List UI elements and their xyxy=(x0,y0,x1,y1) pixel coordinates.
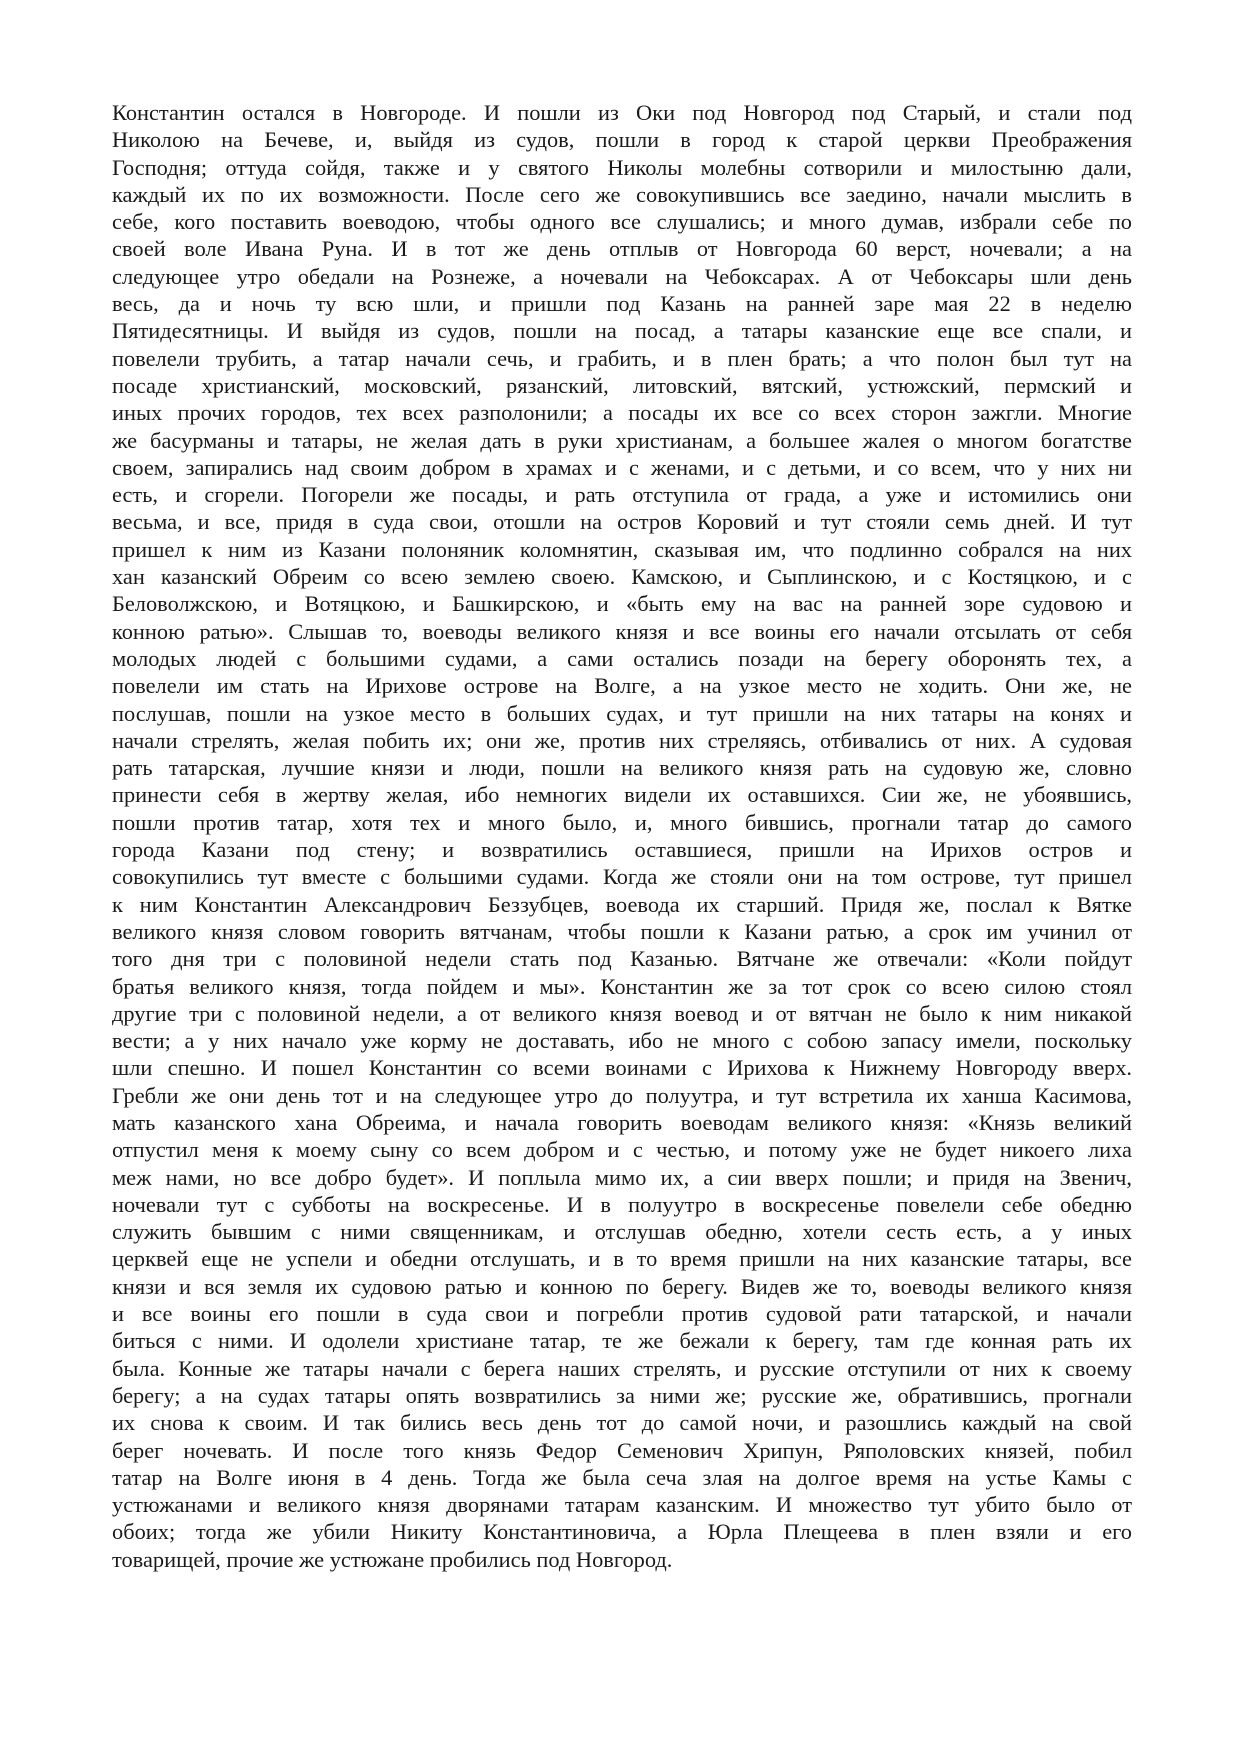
text-line: служить бывшим с ними священникам, и отслушав обедню, хотели сесть есть, а у иных xyxy=(112,1219,1132,1245)
text-line: меж нами, но все добро будет». И поплыла мимо их, а сии вверх пошли; и придя на Звенич, xyxy=(112,1164,1132,1190)
text-line: иных прочих городов, тех всех разполонили; а посады их все со всех сторон зажгли. Многие xyxy=(112,400,1132,426)
text-line: ночевали тут с субботы на воскресенье. И в полуутро в воскресенье повелели себе обедню xyxy=(112,1191,1132,1217)
text-line: мать казанского хана Обреима, и начала говорить воеводам великого князя: «Князь великий xyxy=(112,1109,1132,1135)
text-line: молодых людей с большими судами, а сами остались позади на берегу оборонять тех, а xyxy=(112,645,1132,671)
text-line: посаде христианский, московский, рязанский, литовский, вятский, устюжский, пермский и xyxy=(112,372,1132,398)
text-line: Господня; оттуда сойдя, также и у святого Николы молебны сотворили и милостыню дали, xyxy=(112,154,1132,180)
text-line: же басурманы и татары, не желая дать в руки христианам, а большее жалея о многом богатстве xyxy=(112,427,1132,453)
text-line: устюжанами и великого князя дворянами татарам казанским. И множество тут убито было от xyxy=(112,1492,1132,1518)
text-line: к ним Константин Александрович Беззубцев, воевода их старший. Придя же, послал к Вятке xyxy=(112,891,1132,917)
text-line: Беловолжскою, и Вотяцкою, и Башкирскою, и «быть ему на вас на ранней зоре судовою и xyxy=(112,591,1132,617)
text-line: хан казанский Обреим со всею землею своею. Камскою, и Сыплинскою, и с Костяцкою, и с xyxy=(112,564,1132,590)
text-line: шли спешно. И пошел Константин со всеми воинами с Ирихова к Нижнему Новгороду вверх. xyxy=(112,1055,1132,1081)
text-line: была. Конные же татары начали с берега наших стрелять, и русские отступили от них к своему xyxy=(112,1355,1132,1381)
text-line: Гребли же они день тот и на следующее утро до полуутра, и тут встретила их ханша Касимова, xyxy=(112,1082,1132,1108)
text-line: каждый их по их возможности. После сего же совокупившись все заедино, начали мыслить в xyxy=(112,181,1132,207)
text-line: вести; а у них начало уже корму не доставать, ибо не много с собою запасу имели, поскольку xyxy=(112,1028,1132,1054)
text-line: следующее утро обедали на Рознеже, а ночевали на Чебоксарах. А от Чебоксары шли день xyxy=(112,263,1132,289)
text-line: обоих; тогда же убили Никиту Константиновича, а Юрла Плещеева в плен взяли и его xyxy=(112,1519,1132,1545)
text-line: послушав, пошли на узкое место в больших судах, и тут пришли на них татары на конях и xyxy=(112,700,1132,726)
text-line: берегу; а на судах татары опять возвратились за ними же; русские же, обратившись, прогнали xyxy=(112,1382,1132,1408)
text-line: есть, и сгорели. Погорели же посады, и рать отступила от града, а уже и истомились они xyxy=(112,482,1132,508)
text-line: и все воины его пошли в суда свои и погребли против судовой рати татарской, и начали xyxy=(112,1301,1132,1327)
text-line: весьма, и все, придя в суда свои, отошли на остров Коровий и тут стояли семь дней. И тут xyxy=(112,509,1132,535)
text-line: конною ратью». Слышав то, воеводы великого князя и все воины его начали отсылать от себя xyxy=(112,618,1132,644)
document-page xyxy=(112,99,1132,1573)
text-line: Николою на Бечеве, и, выйдя из судов, пошли в город к старой церкви Преображения xyxy=(112,127,1132,153)
text-line: товарищей, прочие же устюжане пробились под Новгород. xyxy=(112,1546,673,1572)
text-line: повелели трубить, а татар начали сечь, и грабить, и в плен брать; а что полон был тут на xyxy=(112,345,1132,371)
text-line: великого князя словом говорить вятчанам, чтобы пошли к Казани ратью, а срок им учинил от xyxy=(112,918,1132,944)
text-line: церквей еще не успели и обедни отслушать, и в то время пришли на них казанские татары, все xyxy=(112,1246,1132,1272)
text-line: принести себя в жертву желая, ибо немногих видели их оставшихся. Сии же, не убоявшись, xyxy=(112,782,1132,808)
text-line: их снова к своим. И так бились весь день тот до самой ночи, и разошлись каждый на свой xyxy=(112,1410,1132,1436)
text-line: биться с ними. И одолели христиане татар, те же бежали к берегу, там где конная рать их xyxy=(112,1328,1132,1354)
text-line: князи и вся земля их судовою ратью и конною по берегу. Видев же то, воеводы великого князя xyxy=(112,1273,1132,1299)
text-line: своей воле Ивана Руна. И в тот же день отплыв от Новгорода 60 верст, ночевали; а на xyxy=(112,236,1132,262)
text-line: другие три с половиной недели, а от великого князя воевод и от вятчан не было к ним никакой xyxy=(112,1000,1132,1026)
text-line: рать татарская, лучшие князи и люди, пошли на великого князя рать на судовую же, словно xyxy=(112,755,1132,781)
text-line: пошли против татар, хотя тех и много было, и, много бившись, прогнали татар до самого xyxy=(112,809,1132,835)
text-line: Пятидесятницы. И выйдя из судов, пошли на посад, а татары казанские еще все спали, и xyxy=(112,318,1132,344)
text-line: того дня три с половиной недели стать под Казанью. Вятчане же отвечали: «Коли пойдут xyxy=(112,946,1132,972)
text-line: Константин остался в Новгороде. И пошли из Оки под Новгород под Старый, и стали под xyxy=(112,100,1132,125)
text-line: отпустил меня к моему сыну со всем добром и с честью, и потому уже не будет никоего лиха xyxy=(112,1137,1132,1163)
text-line: начали стрелять, желая побить их; они же, против них стреляясь, отбивались от них. А судовая xyxy=(112,727,1132,753)
text-line: совокупились тут вместе с большими судами. Когда же стояли они на том острове, тут пришел xyxy=(112,864,1132,890)
text-line: татар на Волге июня в 4 день. Тогда же была сеча злая на долгое время на устье Камы с xyxy=(112,1464,1132,1490)
text-line: братья великого князя, тогда пойдем и мы». Константин же за тот срок со всею силою стоял xyxy=(112,973,1132,999)
text-line: весь, да и ночь ту всю шли, и пришли под Казань на ранней заре мая 22 в неделю xyxy=(112,291,1132,317)
text-line: берег ночевать. И после того князь Федор Семенович Хрипун, Ряполовских князей, побил xyxy=(112,1437,1132,1463)
text-line: себе, кого поставить воеводою, чтобы одного все слушались; и много думав, избрали себе по xyxy=(112,209,1132,235)
text-line: города Казани под стену; и возвратились оставшиеся, пришли на Ирихов остров и xyxy=(112,837,1132,863)
text-line: пришел к ним из Казани полоняник коломнятин, сказывая им, что подлинно собрался на них xyxy=(112,536,1132,562)
text-line: своем, запирались над своим добром в храмах и с женами, и с детьми, и со всем, что у них ни xyxy=(112,454,1132,480)
text-line: повелели им стать на Ирихове острове на Волге, а на узкое место не ходить. Они же, не xyxy=(112,673,1132,699)
